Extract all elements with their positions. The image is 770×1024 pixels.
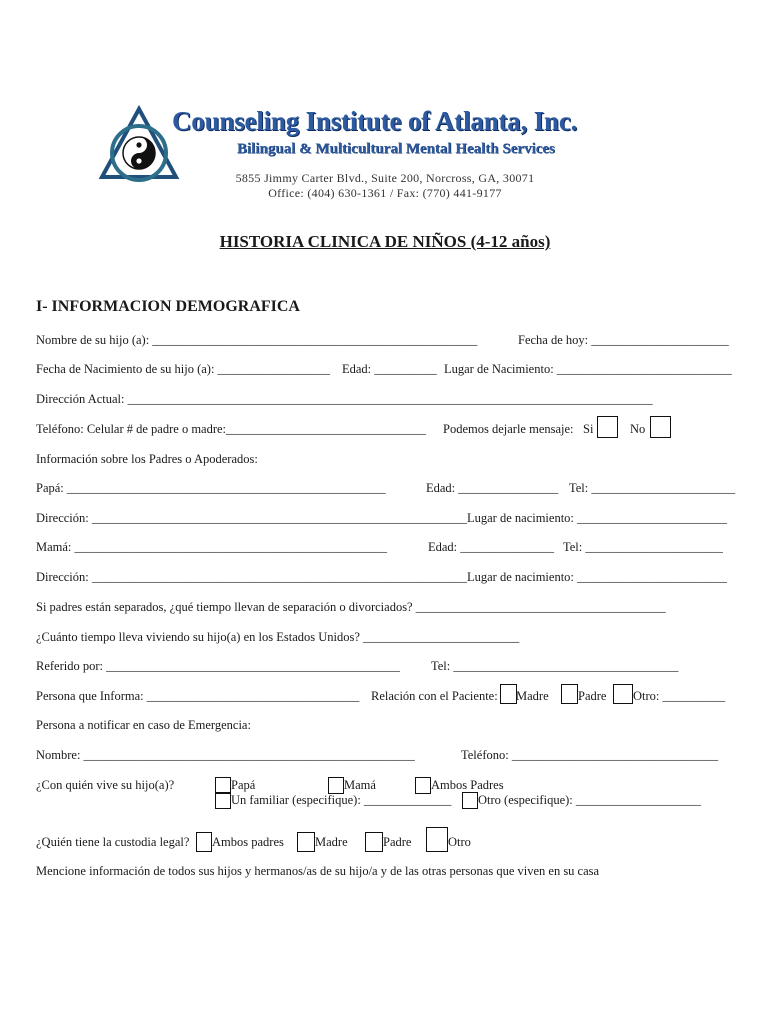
relation-otro-checkbox[interactable] (613, 684, 633, 704)
lives-familiar-checkbox[interactable] (215, 792, 231, 809)
leave-message-label: Podemos dejarle mensaje: (443, 422, 574, 436)
lives-mama-label: Mamá (344, 778, 376, 792)
mom-birthplace-field[interactable]: Lugar de nacimiento: ________________________ (467, 570, 728, 584)
mom-tel-field[interactable]: Tel: ______________________ (563, 540, 723, 554)
relation-label: Relación con el Paciente: (371, 689, 498, 703)
lives-with-label: ¿Con quién vive su hijo(a)? (36, 778, 175, 792)
section-heading: I- INFORMACION DEMOGRAFICA (36, 298, 300, 315)
lives-ambos-checkbox[interactable] (415, 777, 431, 794)
informant-field[interactable]: Persona que Informa: __________________________________ (36, 689, 360, 703)
lives-otro-checkbox[interactable] (462, 792, 478, 809)
mom-address-field[interactable]: Dirección: ____________________________________________________________ (36, 570, 467, 584)
us-time-field[interactable]: ¿Cuánto tiempo lleva viviendo su hijo(a) en los Estados Unidos? _________________________ (36, 630, 520, 644)
lives-mama-checkbox[interactable] (328, 777, 344, 794)
separation-field[interactable]: Si padres están separados, ¿qué tiempo llevan de separación o divorciados? ________________________________________ (36, 600, 666, 614)
relation-madre-checkbox[interactable] (500, 684, 517, 704)
lives-papa-label: Papá (231, 778, 256, 792)
relation-madre-label: Madre (516, 689, 549, 703)
today-date-field[interactable]: Fecha de hoy: ______________________ (518, 333, 729, 347)
relation-padre-label: Padre (578, 689, 607, 703)
custody-label: ¿Quién tiene la custodia legal? (36, 835, 190, 849)
relation-otro-field[interactable]: Otro: __________ (633, 689, 726, 703)
custody-padre-checkbox[interactable] (365, 832, 383, 852)
phone-field[interactable]: Teléfono: Celular # de padre o madre:________________________________ (36, 422, 427, 436)
child-name-field[interactable]: Nombre de su hijo (a): ____________________________________________________ (36, 333, 478, 347)
emergency-name-field[interactable]: Nombre: _____________________________________________________ (36, 748, 415, 762)
dad-birthplace-field[interactable]: Lugar de nacimiento: ________________________ (467, 511, 728, 525)
custody-otro-checkbox[interactable] (426, 827, 448, 852)
mom-name-field[interactable]: Mamá: __________________________________________________ (36, 540, 388, 554)
siblings-instructions: Mencione información de todos sus hijos y hermanos/as de su hijo/a y de las otras personas que viven en su casa (36, 864, 600, 878)
mom-age-field[interactable]: Edad: _______________ (428, 540, 555, 554)
dob-field[interactable]: Fecha de Nacimiento de su hijo (a): __________________ (36, 362, 331, 376)
organization-phones: Office: (404) 630-1361 / Fax: (770) 441-9177 (268, 186, 502, 200)
referred-by-field[interactable]: Referido por: _______________________________________________ (36, 659, 400, 673)
parents-info-label: Información sobre los Padres o Apoderados: (36, 452, 258, 466)
organization-subtitle: Bilingual & Multicultural Mental Health Services (237, 141, 555, 157)
emergency-phone-field[interactable]: Teléfono: _________________________________ (461, 748, 719, 762)
no-checkbox[interactable] (650, 416, 671, 438)
lives-ambos-label: Ambos Padres (431, 778, 504, 792)
custody-madre-checkbox[interactable] (297, 832, 315, 852)
dad-tel-field[interactable]: Tel: _______________________ (569, 481, 736, 495)
referred-tel-field[interactable]: Tel: ____________________________________ (431, 659, 679, 673)
lives-otro-field[interactable]: Otro (especifique): ____________________ (478, 793, 701, 807)
custody-ambos-label: Ambos padres (212, 835, 284, 849)
lives-familiar-field[interactable]: Un familiar (especifique): ______________ (231, 793, 452, 807)
dad-name-field[interactable]: Papá: ___________________________________________________ (36, 481, 386, 495)
age-field[interactable]: Edad: __________ (342, 362, 437, 376)
current-address-field[interactable]: Dirección Actual: ____________________________________________________________________________________ (36, 392, 653, 406)
dad-address-field[interactable]: Dirección: ____________________________________________________________ (36, 511, 467, 525)
organization-name: Counseling Institute of Atlanta, Inc. (172, 106, 578, 136)
custody-ambos-checkbox[interactable] (196, 832, 212, 852)
dad-age-field[interactable]: Edad: ________________ (426, 481, 559, 495)
custody-otro-label: Otro (448, 835, 471, 849)
yes-label: Si (583, 422, 594, 436)
yes-checkbox[interactable] (597, 416, 618, 438)
relation-padre-checkbox[interactable] (561, 684, 578, 704)
custody-madre-label: Madre (315, 835, 348, 849)
organization-address: 5855 Jimmy Carter Blvd., Suite 200, Norcross, GA, 30071 (235, 171, 535, 185)
custody-padre-label: Padre (383, 835, 412, 849)
birthplace-field[interactable]: Lugar de Nacimiento: ____________________________ (444, 362, 732, 376)
form-title: HISTORIA CLINICA DE NIÑOS (4-12 años) (219, 232, 551, 251)
no-label: No (630, 422, 646, 436)
emergency-label: Persona a notificar en caso de Emergencia: (36, 718, 251, 732)
